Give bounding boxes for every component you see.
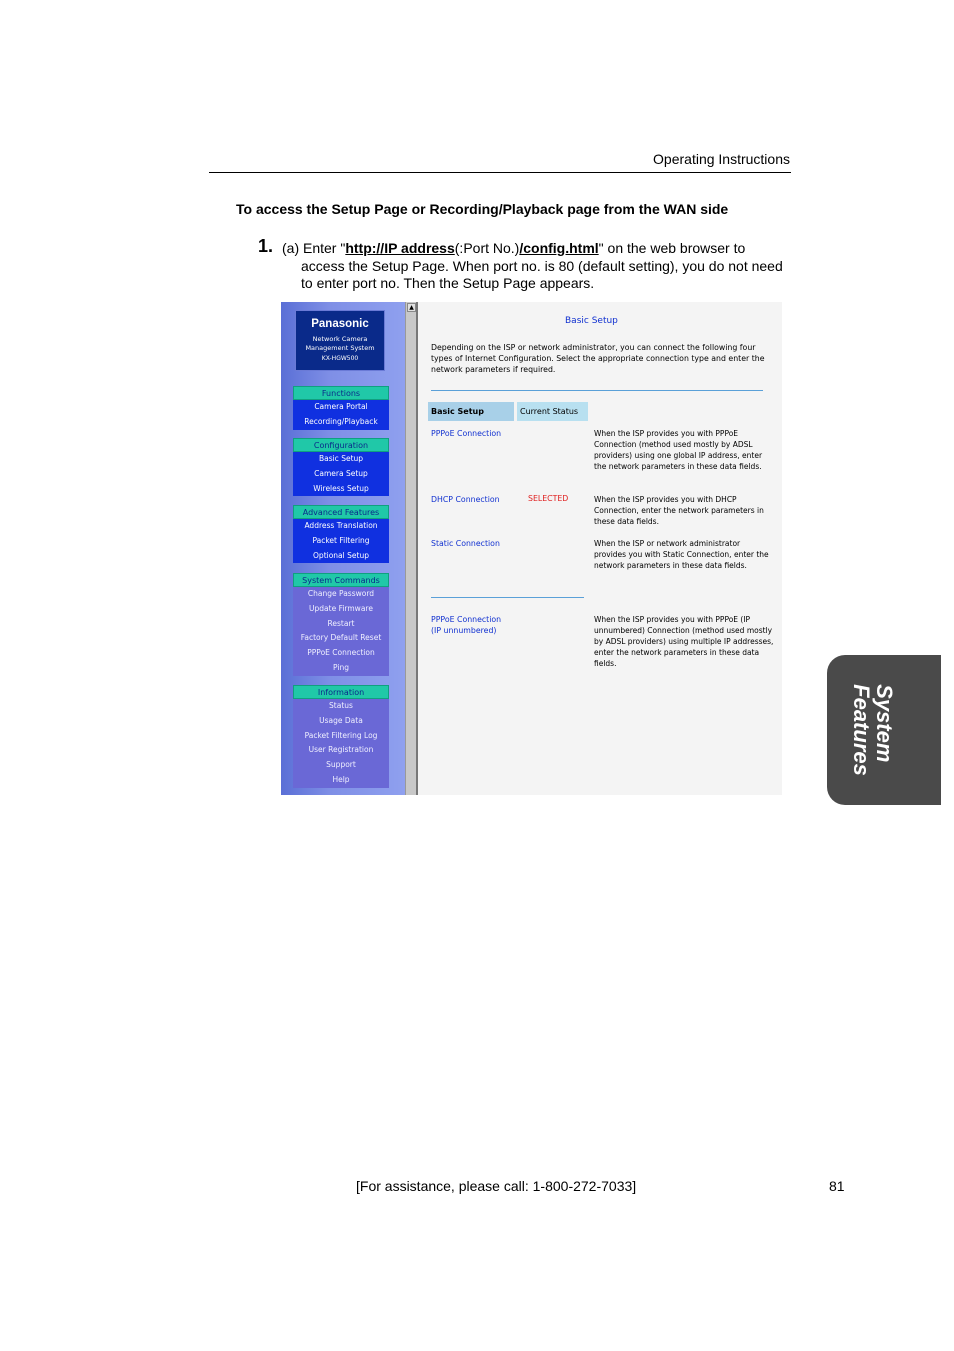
- menu-item-camera-portal[interactable]: Camera Portal: [314, 402, 368, 411]
- link-pppoe-unnumbered-line2: (IP unnumbered): [431, 626, 497, 635]
- side-tab-line-2: Features: [849, 684, 874, 776]
- menu-item-wireless-setup[interactable]: Wireless Setup: [313, 483, 369, 493]
- logo-subtitle: [296, 335, 384, 353]
- tab-current-status[interactable]: Current Status: [517, 402, 588, 421]
- url-port: (:Port No.): [454, 240, 520, 256]
- step-line-3: to enter port no. Then the Setup Page appears.: [301, 275, 595, 291]
- menu-item-ping[interactable]: Ping: [333, 662, 349, 672]
- content-title: Basic Setup: [565, 316, 618, 326]
- step-line-1: [282, 240, 792, 258]
- step-line-2: access the Setup Page. When port no. is 80 (default setting), you do not need: [301, 257, 783, 274]
- menu-advanced: [293, 505, 389, 563]
- step-line1-end: " on the web browser to: [598, 240, 746, 256]
- menu-information: [293, 685, 389, 788]
- section-side-tab: [827, 655, 941, 805]
- menu-configuration: [293, 438, 389, 496]
- setup-content-pane: [418, 302, 782, 795]
- desc-static-connection: When the ISP or network administrator provides you with Static Connection, enter the network parameters in these data fields.: [594, 539, 769, 570]
- side-tab-text: [850, 684, 896, 776]
- logo-model: KX-HGW500: [321, 355, 359, 362]
- panasonic-logo: [295, 310, 385, 371]
- menu-item-camera-setup[interactable]: Camera Setup: [314, 468, 368, 478]
- content-divider-top: [431, 390, 763, 391]
- menu-functions: [293, 386, 389, 430]
- section-heading: To access the Setup Page or Recording/Playback page from the WAN side: [236, 201, 729, 217]
- logo-brand: Panasonic: [311, 318, 369, 330]
- menu-item-usage-data[interactable]: Usage Data: [319, 715, 363, 725]
- menu-item-basic-setup[interactable]: Basic Setup: [318, 454, 364, 463]
- menu-head-functions: Functions: [293, 386, 389, 400]
- menu-item-status[interactable]: Status: [329, 701, 353, 710]
- step-prefix: (a) Enter ": [282, 240, 346, 256]
- menu-item-optional-setup[interactable]: Optional Setup: [313, 550, 369, 560]
- link-dhcp-connection[interactable]: DHCP Connection: [431, 495, 500, 504]
- link-pppoe-unnumbered-line1: PPPoE Connection: [431, 615, 502, 624]
- menu-head-configuration: Configuration: [293, 438, 389, 452]
- menu-item-support[interactable]: Support: [326, 760, 356, 770]
- desc-pppoe-connection: When the ISP provides you with PPPoE Connection (method used mostly by ADSL providers) using one global IP address, enter the network parameters in these data fields.: [594, 429, 763, 471]
- menu-item-user-registration[interactable]: User Registration: [308, 745, 374, 755]
- menu-item-packet-filtering[interactable]: Packet Filtering: [312, 535, 370, 545]
- footer-assistance-note: [For assistance, please call: 1-800-272-7033]: [356, 1178, 637, 1194]
- setup-page-screenshot: [281, 302, 782, 795]
- url-path: /config.html: [519, 240, 599, 256]
- sidebar-scrollbar[interactable]: [405, 302, 418, 795]
- menu-item-change-password[interactable]: Change Password: [307, 589, 375, 598]
- logo-line-2: Management System: [305, 344, 375, 352]
- menu-item-recording-playback[interactable]: Recording/Playback: [304, 416, 378, 426]
- menu-item-pppoe-connection[interactable]: PPPoE Connection: [307, 648, 375, 658]
- menu-item-restart[interactable]: Restart: [327, 618, 355, 628]
- scroll-up-arrow-icon[interactable]: ▲: [407, 303, 416, 312]
- content-intro: Depending on the ISP or network administrator, you can connect the following four types of Internet Configuration. Select the appropriate connection type and enter the network parameters if required.: [431, 343, 765, 374]
- menu-head-system: System Commands: [293, 573, 389, 587]
- page-number: 81: [829, 1178, 845, 1194]
- menu-system-commands: [293, 573, 389, 676]
- menu-item-update-firmware[interactable]: Update Firmware: [309, 603, 373, 613]
- logo-line-1: Network Camera: [312, 335, 368, 343]
- menu-item-address-translation[interactable]: Address Translation: [304, 521, 378, 530]
- step-instruction: [282, 240, 792, 293]
- tab-basic-setup[interactable]: Basic Setup: [428, 402, 514, 421]
- menu-head-advanced: Advanced Features: [293, 505, 389, 519]
- setup-sidebar: [281, 302, 405, 795]
- side-tab-line-1: System: [872, 684, 897, 763]
- menu-item-packet-filtering-log[interactable]: Packet Filtering Log: [304, 730, 378, 740]
- link-pppoe-connection[interactable]: PPPoE Connection: [431, 429, 502, 438]
- menu-item-help[interactable]: Help: [332, 774, 350, 784]
- desc-dhcp-connection: When the ISP provides you with DHCP Connection, enter the network parameters in these data fields.: [594, 495, 764, 526]
- link-static-connection[interactable]: Static Connection: [431, 539, 500, 548]
- link-pppoe-unnumbered[interactable]: [431, 614, 501, 636]
- desc-pppoe-unnumbered: When the ISP provides you with PPPoE (IP unnumbered) Connection (method used mostly by ADSL providers) using multiple IP addresses, enter the network parameters in these data fields.: [594, 615, 774, 668]
- url-host: http://IP address: [345, 240, 455, 256]
- step-number: 1.: [258, 236, 274, 256]
- menu-item-factory-reset[interactable]: Factory Default Reset: [300, 633, 382, 643]
- menu-head-information: Information: [293, 685, 389, 699]
- running-header: Operating Instructions: [653, 151, 790, 167]
- status-selected-label: SELECTED: [528, 494, 569, 503]
- content-divider-mid: [431, 597, 584, 598]
- header-rule: [209, 172, 791, 173]
